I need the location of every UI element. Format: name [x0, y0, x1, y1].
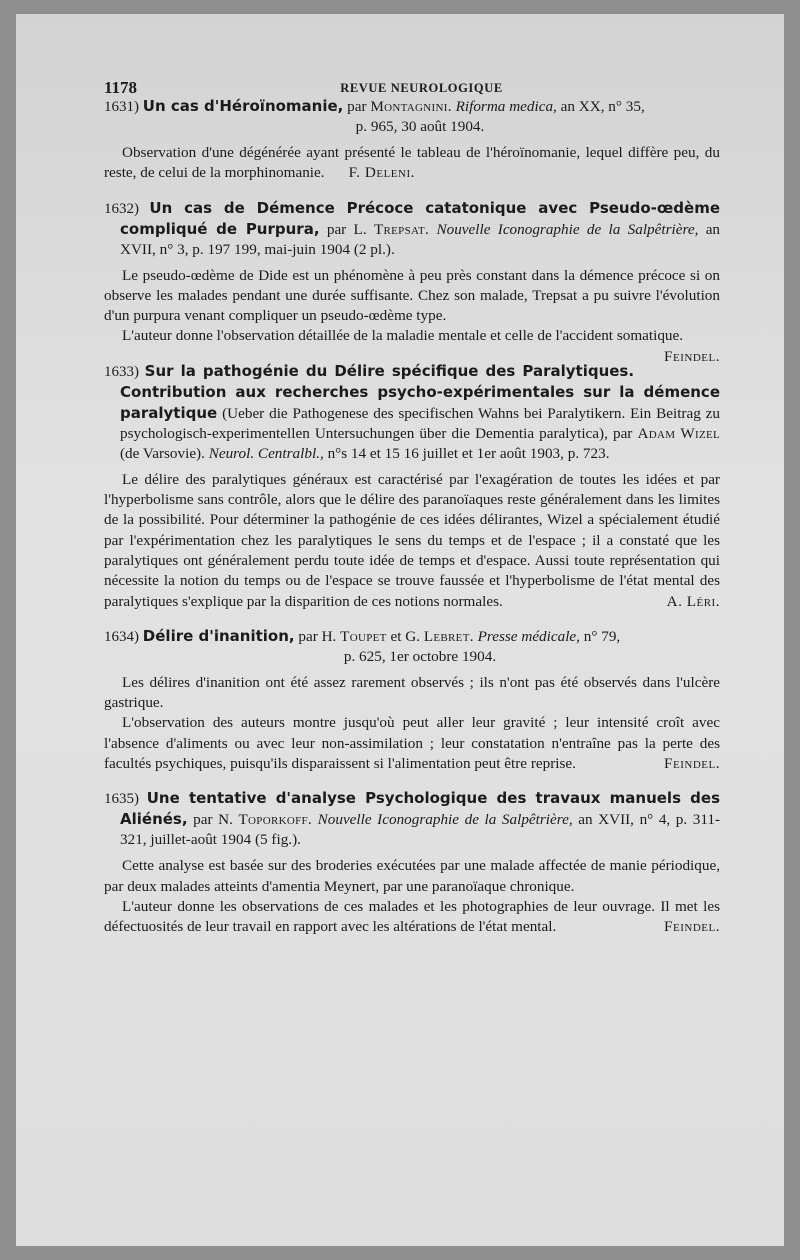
german-title: (Ueber die Pathogenese des specifischen Wahns bei Paralytikern. Ein Beitrag zu psychologisch-experimentellen Untersuchungen über die Dementia paralytica), — [120, 404, 721, 442]
author: Toporkoff. — [238, 811, 313, 829]
author: Toupet — [340, 627, 387, 645]
entry-heading: 1632) Un cas de Démence Précoce catatonique avec Pseudo-œdème compliqué de Purpura, par L. Trepsat. Nouvelle Iconographie de la Salpêtrière, an XVII, n° 3, p. 197 199, mai-juin 1904 (2 pl.). — [104, 198, 721, 258]
entry-title: Un cas d'Héroïnomanie, — [142, 97, 344, 115]
source: Nouvelle Iconographie de la Salpêtrière, — [436, 220, 699, 238]
entry-1631 — [104, 96, 720, 184]
entry-heading: 1633) Sur la pathogénie du Délire spécifique des Paralytiques. Contribution aux recherches psycho-expérimentales sur la démence paralytique (Ueber die Pathogenese des specifischen Wahns bei Paralytikern. Ein Beitrag zu psychologisch-experimentellen Untersuchungen über die Dementia paralytica), par Adam Wizel (de Varsovie). Neurol. Centralbl., n°s 14 et 15 16 juillet et 1er août 1903, p. 723. — [104, 361, 721, 462]
paragraph: L'auteur donne les observations de ces malades et les photographies de leur ouvrage. Il met les défectuosités de leur travail en rapport avec les altérations de l'état mental. Feindel. — [104, 897, 720, 938]
entry-1634 — [104, 626, 720, 774]
author: Lebret. — [423, 627, 474, 645]
source: Neurol. Centralbl., — [208, 444, 324, 462]
entry-title: Un cas de Démence Précoce catatonique avec Pseudo-œdème compliqué de Purpura, — [120, 198, 720, 238]
entry-number: 1635) — [104, 791, 139, 808]
paragraph: Observation d'une dégénérée ayant présenté le tableau de l'héroïnomanie, lequel diffère peu, du reste, de celui de la morphinomanie. F. Deleni. — [104, 144, 720, 182]
signature: Feindel. — [664, 755, 720, 773]
entry-number: 1631) — [104, 99, 139, 115]
signature: Feindel. — [664, 918, 720, 936]
entry-number: 1634) — [104, 628, 139, 645]
paragraph: Le pseudo-œdème de Dide est un phénomène à peu près constant dans la démence précoce si on observe les malades pendant une durée suffisante. Chez son malade, Trepsat a pu suivre l'évolution d'un purpura venant compliquer un pseudo-œdème type. — [104, 266, 720, 325]
author: Montagnini. — [370, 98, 452, 115]
article-list — [104, 96, 720, 952]
author: Trepsat. — [373, 220, 430, 238]
entry-number: 1632) — [104, 200, 139, 217]
entry-title: Sur la pathogénie du Délire spécifique des Paralytiques. Contribution aux recherches psycho-expérimentales sur la démence paralytique — [120, 361, 720, 422]
author: Adam Wizel — [637, 424, 721, 442]
source: Riforma medica, — [455, 98, 557, 115]
source: Presse médicale, — [477, 627, 580, 645]
paragraph: Cette analyse est basée sur des broderies exécutées par une malade affectée de manie périodique, par deux malades atteints d'amentia Meynert, par une paranoïaque chronique. — [104, 857, 720, 895]
entry-title: Délire d'inanition, — [142, 626, 295, 645]
source: Nouvelle Iconographie de la Salpêtrière, — [317, 811, 573, 829]
signature: F. Deleni. — [348, 164, 415, 182]
paragraph: Le délire des paralytiques généraux est caractérisé par l'exagération de toutes les idées et par l'hyperbolisme sans contrôle, alors que le délire des paranoïaques reste généralement dans les limites de la possibilité. Pour déterminer la pathogénie de ces idées délirantes, Wizel a spécialement étudié par l'expérimentation chez les paralytiques le sens du temps et de l'espace ; il a constaté que les paralytiques ont généralement perdu toute idée de temps et d'espace. Aussi toute représentation qui nécessite la notion du temps ou de l'espace se trouve faussée et l'hyperbolisme de l'état mental des paralytiques s'explique par la disparition de ces notions normales. A. Léri. — [104, 470, 720, 612]
entry-heading: 1635) Une tentative d'analyse Psychologique des travaux manuels des Aliénés, par N. Toporkoff. Nouvelle Iconographie de la Salpêtrière, an XVII, n° 4, p. 311-321, juillet-août 1904 (5 fig.). — [104, 789, 721, 849]
entry-number: 1633) — [104, 363, 139, 380]
entry-heading: 1631) Un cas d'Héroïnomanie, par Montagnini. Riforma medica, an XX, n° 35, p. 965, 30 août 1904. — [104, 97, 645, 135]
entry-1635 — [104, 788, 720, 937]
page-number: 1178 — [104, 78, 138, 97]
paragraph: L'auteur donne l'observation détaillée de la maladie mentale et celle de l'accident somatique. Feindel. — [104, 326, 720, 346]
entry-1633 — [104, 361, 720, 612]
signature: Feindel. — [664, 347, 720, 365]
entry-heading: 1634) Délire d'inanition, par H. Toupet et G. Lebret. Presse médicale, n° 79, p. 625, 1er octobre 1904. — [104, 626, 621, 665]
paragraph: Les délires d'inanition ont été assez rarement observés ; ils n'ont pas été observés dans l'ulcère gastrique. — [104, 673, 720, 712]
signature: A. Léri. — [666, 592, 720, 610]
entry-1632 — [104, 198, 721, 365]
entry-title: Une tentative d'analyse Psychologique des travaux manuels des Aliénés, — [120, 789, 721, 829]
journal-title: REVUE NEUROLOGIQUE — [340, 81, 503, 95]
paragraph: L'observation des auteurs montre jusqu'où peut aller leur gravité ; leur intensité croît avec l'absence d'aliments ou avec leur non-assimilation ; leur constatation n'entraîne pas la perte des facultés psychiques, puisqu'ils disparaissent si l'alimentation peut être reprise. Feindel. — [104, 713, 720, 774]
